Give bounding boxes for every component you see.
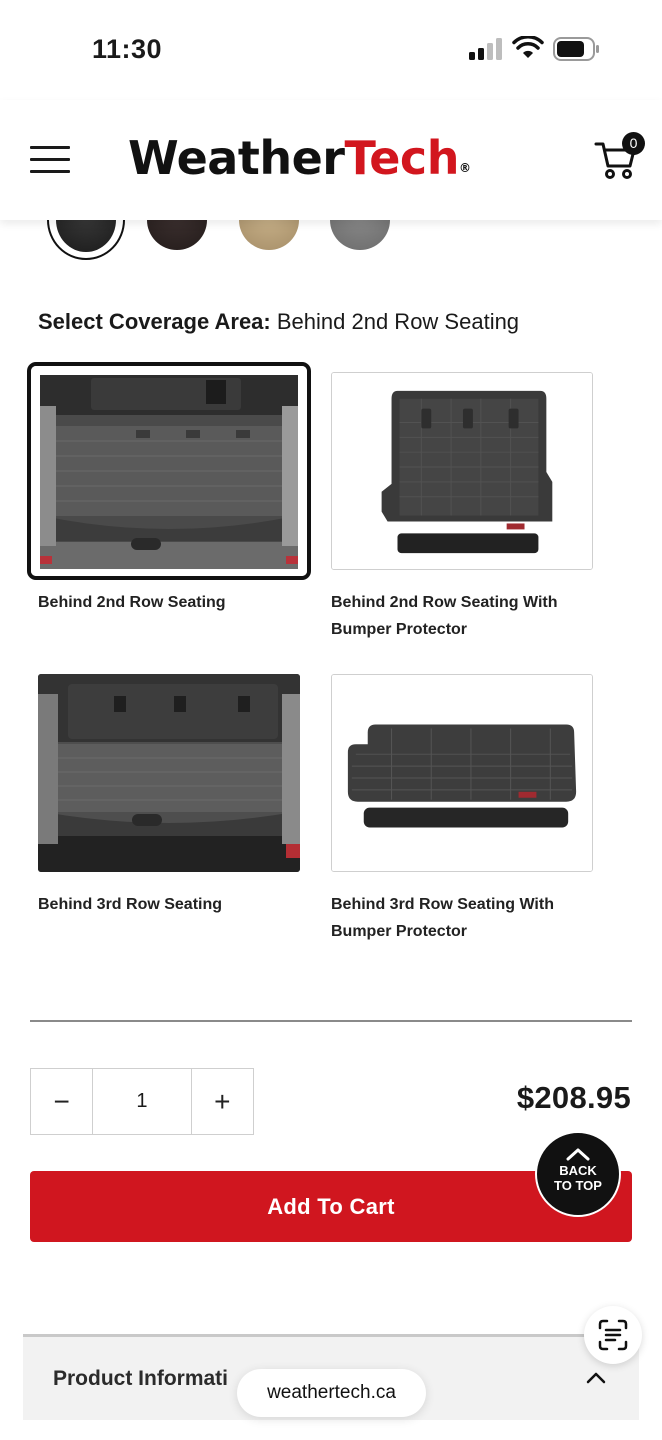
status-time: 11:30	[92, 34, 163, 64]
cargo-liner-3rd-row-vehicle-image	[38, 674, 300, 872]
coverage-option-label: Behind 2nd Row Seating With Bumper Protector	[331, 594, 558, 638]
browser-url-bar[interactable]: weathertech.ca	[237, 1369, 426, 1417]
live-text-scan-button[interactable]	[584, 1306, 642, 1364]
add-to-cart-button[interactable]: Add To Cart	[30, 1171, 632, 1242]
battery-icon	[553, 37, 601, 61]
swatch-cocoa[interactable]	[147, 220, 207, 250]
cellular-signal-icon	[469, 38, 503, 60]
back-to-top-button[interactable]: BACK TO TOP	[535, 1131, 621, 1217]
coverage-option-label: Behind 2nd Row Seating	[38, 594, 226, 611]
coverage-option-behind-3rd-row[interactable]	[38, 674, 300, 872]
increment-button[interactable]: +	[192, 1069, 253, 1134]
text-scan-icon	[584, 1306, 642, 1364]
weathertech-logo[interactable]: WeatherTech®	[128, 131, 471, 185]
cargo-liner-3rd-row-bumper-product-image	[332, 675, 592, 871]
menu-icon[interactable]	[30, 146, 70, 174]
color-swatch-row	[0, 220, 662, 270]
site-header	[0, 100, 662, 220]
coverage-option-label: Behind 3rd Row Seating	[38, 896, 223, 913]
cargo-liner-bumper-product-image	[332, 373, 592, 569]
chevron-up-icon	[585, 1367, 607, 1389]
swatch-black[interactable]	[47, 220, 125, 260]
product-information-label: Product Informati	[53, 1367, 229, 1390]
decrement-button[interactable]: −	[31, 1069, 92, 1134]
cargo-liner-in-vehicle-image	[31, 366, 307, 576]
coverage-area-value: Behind 2nd Row Seating	[276, 309, 520, 334]
wifi-icon	[512, 36, 544, 60]
coverage-option-behind-2nd-row[interactable]	[27, 362, 311, 580]
chevron-up-icon	[565, 1147, 591, 1161]
coverage-option-behind-3rd-row-bumper[interactable]	[331, 674, 593, 872]
quantity-stepper	[30, 1068, 254, 1135]
coverage-option-label: Behind 3rd Row Seating With Bumper Protector	[331, 896, 554, 940]
cart-count-badge[interactable]: 0	[622, 132, 645, 155]
quantity-input[interactable]: 1	[92, 1069, 191, 1134]
status-bar	[0, 0, 662, 100]
swatch-tan[interactable]	[239, 220, 299, 250]
coverage-area-label: Select Coverage Area:	[38, 309, 271, 334]
product-price: $208.95	[516, 1080, 631, 1115]
coverage-area-heading	[38, 309, 519, 335]
section-divider	[30, 1020, 632, 1022]
swatch-grey[interactable]	[330, 220, 390, 250]
coverage-option-behind-2nd-row-bumper[interactable]	[331, 372, 593, 570]
